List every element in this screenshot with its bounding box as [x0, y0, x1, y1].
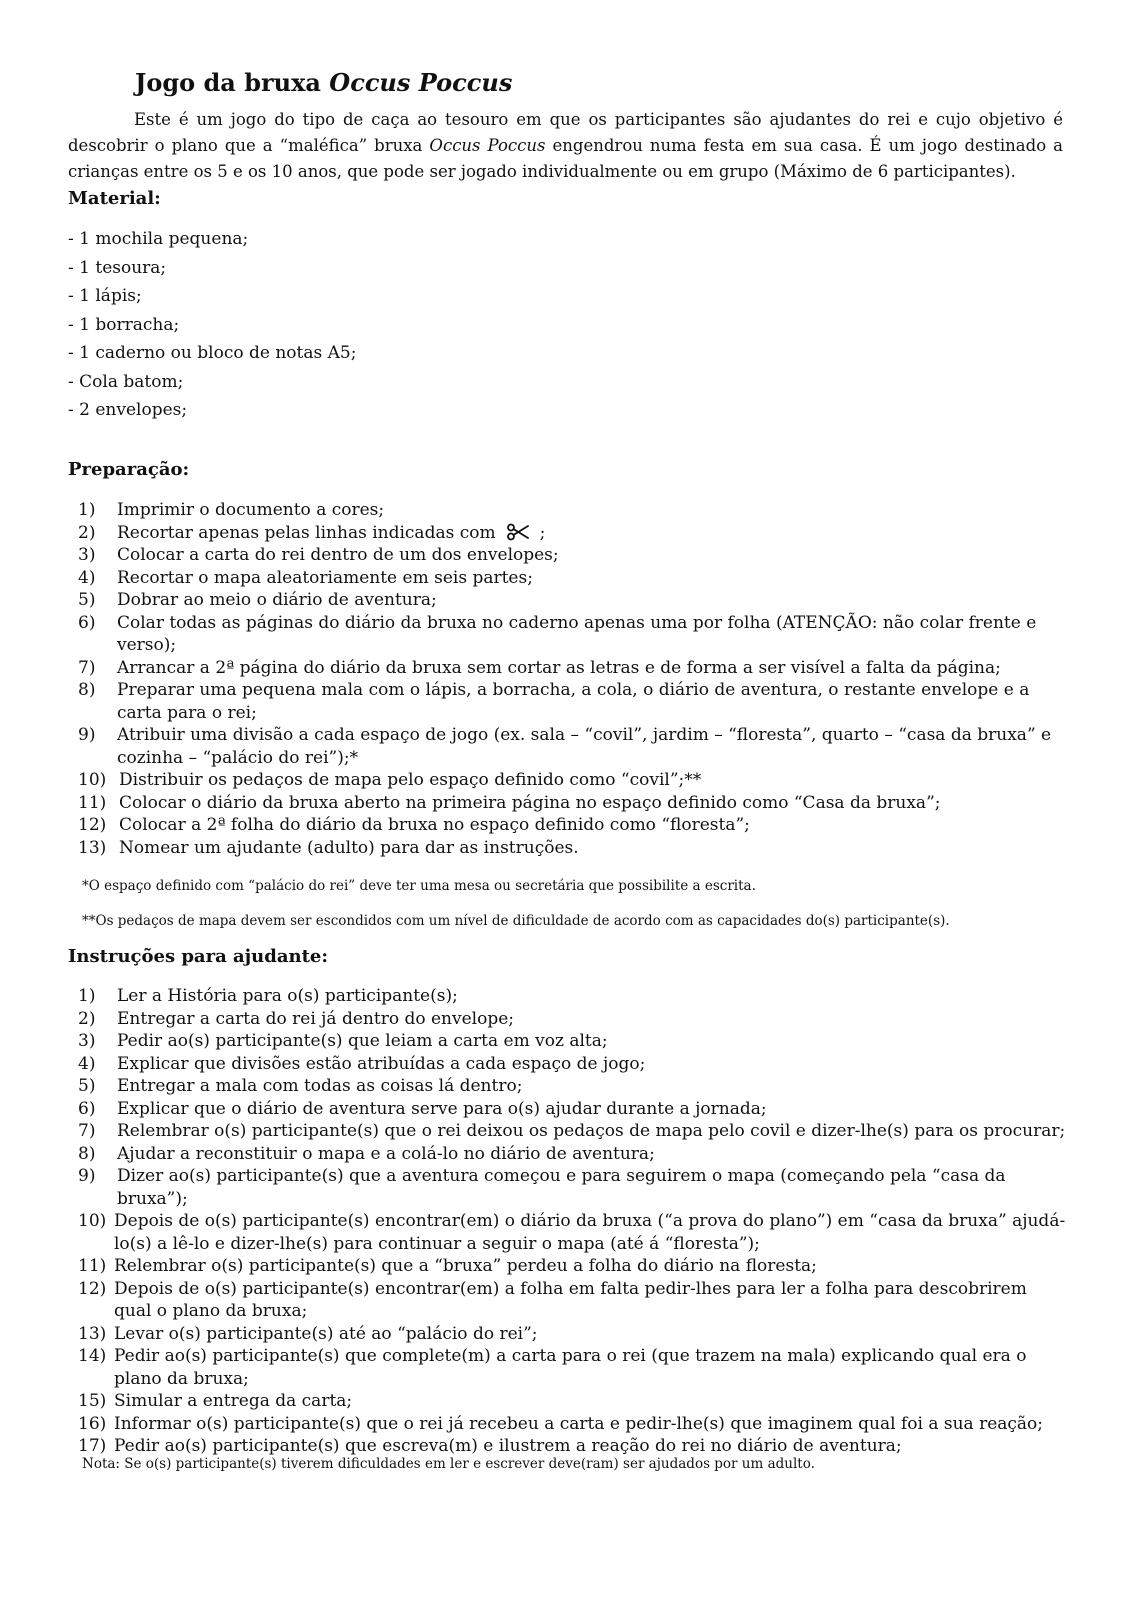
item-number: 1) [78, 986, 96, 1006]
item-number: 3) [78, 545, 96, 565]
preparacao-heading: Preparação: [68, 459, 190, 480]
item-text: Simular a entrega da carta; [114, 1391, 353, 1411]
item-text: Arrancar a 2ª página do diário da bruxa sem cortar as letras e de forma a ser visível a falta da página; [117, 657, 1001, 678]
list-item [78, 985, 1068, 1008]
list-item [78, 1413, 1068, 1436]
item-number: 10) [78, 770, 107, 790]
item-number: 12) [78, 1278, 107, 1299]
list-item [78, 1030, 1068, 1053]
item-number: 7) [78, 1121, 96, 1141]
item-number: 3) [78, 1031, 96, 1051]
list-item [78, 1278, 1068, 1323]
item-text: Nomear um ajudante (adulto) para dar as instruções. [119, 837, 579, 858]
instrucoes-heading: Instruções para ajudante: [68, 946, 329, 967]
preparacao-list [78, 499, 1068, 859]
list-item [78, 1165, 1068, 1210]
item-text: Dizer ao(s) participante(s) que a aventura começou e para seguirem o mapa (começando pela “casa da bruxa”); [117, 1166, 1006, 1209]
item-number: 2) [78, 522, 96, 543]
item-text: Pedir ao(s) participante(s) que escreva(m) e ilustrem a reação do rei no diário de aventura; [114, 1436, 902, 1456]
list-item: - 1 lápis; [68, 286, 142, 306]
material-list [68, 225, 356, 425]
item-text: Dobrar ao meio o diário de aventura; [117, 590, 437, 610]
list-item [78, 589, 1068, 612]
list-item: - 1 tesoura; [68, 257, 167, 278]
list-item [78, 724, 1068, 769]
item-text: Entregar a carta do rei já dentro do envelope; [117, 1008, 515, 1029]
item-number: 2) [78, 1008, 96, 1029]
item-number: 13) [78, 837, 107, 858]
item-number: 6) [78, 612, 96, 633]
item-text: Colocar a carta do rei dentro de um dos envelopes; [117, 545, 559, 565]
list-item [78, 657, 1068, 680]
item-number: 11) [78, 1256, 107, 1276]
item-number: 13) [78, 1323, 107, 1344]
item-number: 9) [78, 725, 96, 745]
item-number: 7) [78, 657, 96, 678]
list-item [78, 612, 1068, 657]
list-item [78, 544, 1068, 567]
item-text: Informar o(s) participante(s) que o rei já recebeu a carta e pedir-lhe(s) que imaginem qual foi a sua reação; [114, 1413, 1044, 1434]
item-number: 11) [78, 792, 107, 813]
list-item [78, 1390, 1068, 1413]
item-text: Pedir ao(s) participante(s) que complete(m) a carta para o rei (que trazem na mala) explicando qual era o plano da bruxa; [114, 1346, 1027, 1389]
list-item [78, 1435, 1068, 1458]
scissors-icon [506, 523, 530, 541]
item-number: 17) [78, 1436, 107, 1456]
item-text-after: ; [539, 522, 546, 543]
list-item [78, 1323, 1068, 1346]
list-item [78, 1075, 1068, 1098]
preparacao-note-1: *O espaço definido com “palácio do rei” deve ter uma mesa ou secretária que possibilite a escrita. [82, 878, 756, 894]
item-number: 16) [78, 1413, 107, 1434]
list-item [78, 1255, 1068, 1278]
list-item: - Cola batom; [68, 371, 184, 392]
list-item [78, 769, 1068, 792]
item-number: 12) [78, 815, 107, 835]
title-main: Jogo da bruxa [135, 68, 321, 97]
item-text: Ajudar a reconstituir o mapa e a colá-lo no diário de aventura; [117, 1143, 655, 1164]
item-number: 8) [78, 1143, 96, 1164]
item-text: Explicar que divisões estão atribuídas a cada espaço de jogo; [117, 1053, 646, 1074]
item-text: Distribuir os pedaços de mapa pelo espaço definido como “covil”;** [119, 770, 702, 790]
item-number: 5) [78, 590, 96, 610]
item-text: Recortar o mapa aleatoriamente em seis partes; [117, 567, 533, 588]
item-text: Depois de o(s) participante(s) encontrar(em) o diário da bruxa (“a prova do plano”) em “casa da bruxa” ajudá-lo(s) a lê-lo e dizer-lhe(s) para continuar a seguir o mapa (até á “floresta”); [114, 1211, 1066, 1254]
item-text: Recortar apenas pelas linhas indicadas com [117, 522, 496, 543]
list-item [78, 1210, 1068, 1255]
item-number: 10) [78, 1211, 107, 1231]
item-number: 1) [78, 500, 96, 520]
list-item [78, 1098, 1068, 1121]
item-text: Relembrar o(s) participante(s) que a “bruxa” perdeu a folha do diário na floresta; [114, 1256, 817, 1276]
item-number: 4) [78, 1053, 96, 1074]
item-text: Depois de o(s) participante(s) encontrar(em) a folha em falta pedir-lhes para ler a folha para descobrirem qual o plano da bruxa; [114, 1278, 1027, 1321]
intro-part1: Este é um jogo do tipo de caça ao tesouro em que os participantes são ajudantes do rei e cujo objetivo é descobrir o plano que a “maléfica” bruxa [68, 110, 1063, 155]
item-text: Entregar a mala com todas as coisas lá dentro; [117, 1076, 523, 1096]
list-item [78, 1345, 1068, 1390]
item-number: 14) [78, 1346, 107, 1366]
list-item [78, 814, 1068, 837]
item-number: 8) [78, 680, 96, 700]
list-item [78, 1143, 1068, 1166]
item-number: 4) [78, 567, 96, 588]
item-text: Colocar a 2ª folha do diário da bruxa no espaço definido como “floresta”; [119, 815, 750, 835]
item-text: Ler a História para o(s) participante(s); [117, 986, 458, 1006]
nota-footer: Nota: Se o(s) participante(s) tiverem dificuldades em ler e escrever deve(ram) ser ajudados por um adulto. [82, 1456, 815, 1472]
list-item: - 2 envelopes; [68, 400, 188, 420]
list-item [78, 792, 1068, 815]
item-text: Colar todas as páginas do diário da bruxa no caderno apenas uma por folha (ATENÇÃO: não colar frente e verso); [117, 612, 1037, 655]
item-text: Imprimir o documento a cores; [117, 500, 385, 520]
list-item [78, 1120, 1068, 1143]
list-item [78, 1008, 1068, 1031]
item-text: Preparar uma pequena mala com o lápis, a borracha, a cola, o diário de aventura, o restante envelope e a carta para o rei; [117, 680, 1030, 723]
item-text: Explicar que o diário de aventura serve para o(s) ajudar durante a jornada; [117, 1098, 767, 1119]
list-item: - 1 mochila pequena; [68, 229, 249, 249]
intro-part2: engendrou numa festa em sua casa. É um jogo destinado a crianças entre os 5 e os 10 anos, que pode ser jogado individualmente ou em grupo (Máximo de 6 participantes). [68, 136, 1063, 181]
list-item [78, 679, 1068, 724]
list-item [78, 1053, 1068, 1076]
material-heading: Material: [68, 188, 161, 209]
item-text: Relembrar o(s) participante(s) que o rei deixou os pedaços de mapa pelo covil e dizer-lhe(s) para os procurar; [117, 1121, 1066, 1141]
list-item [78, 499, 1068, 522]
list-item: - 1 caderno ou bloco de notas A5; [68, 343, 357, 363]
list-item [78, 837, 1068, 860]
item-number: 5) [78, 1076, 96, 1096]
intro-paragraph [68, 107, 1063, 185]
list-item [78, 567, 1068, 590]
list-item [78, 522, 1068, 545]
item-text: Pedir ao(s) participante(s) que leiam a carta em voz alta; [117, 1031, 608, 1051]
item-number: 9) [78, 1166, 96, 1186]
intro-italic: Occus Poccus [429, 136, 546, 155]
preparacao-note-2: **Os pedaços de mapa devem ser escondidos com um nível de dificuldade de acordo com as capacidades do(s) participante(s). [82, 913, 950, 929]
instrucoes-list [78, 985, 1068, 1458]
title-italic: Occus Poccus [329, 68, 513, 97]
item-text: Atribuir uma divisão a cada espaço de jogo (ex. sala – “covil”, jardim – “floresta”, quarto – “casa da bruxa” e cozinha – “palácio do rei”);* [117, 725, 1052, 768]
list-item: - 1 borracha; [68, 314, 180, 335]
item-number: 6) [78, 1098, 96, 1119]
item-text: Levar o(s) participante(s) até ao “palácio do rei”; [114, 1323, 538, 1344]
page-title [135, 68, 512, 97]
item-text: Colocar o diário da bruxa aberto na primeira página no espaço definido como “Casa da bruxa”; [119, 792, 941, 813]
item-number: 15) [78, 1391, 107, 1411]
